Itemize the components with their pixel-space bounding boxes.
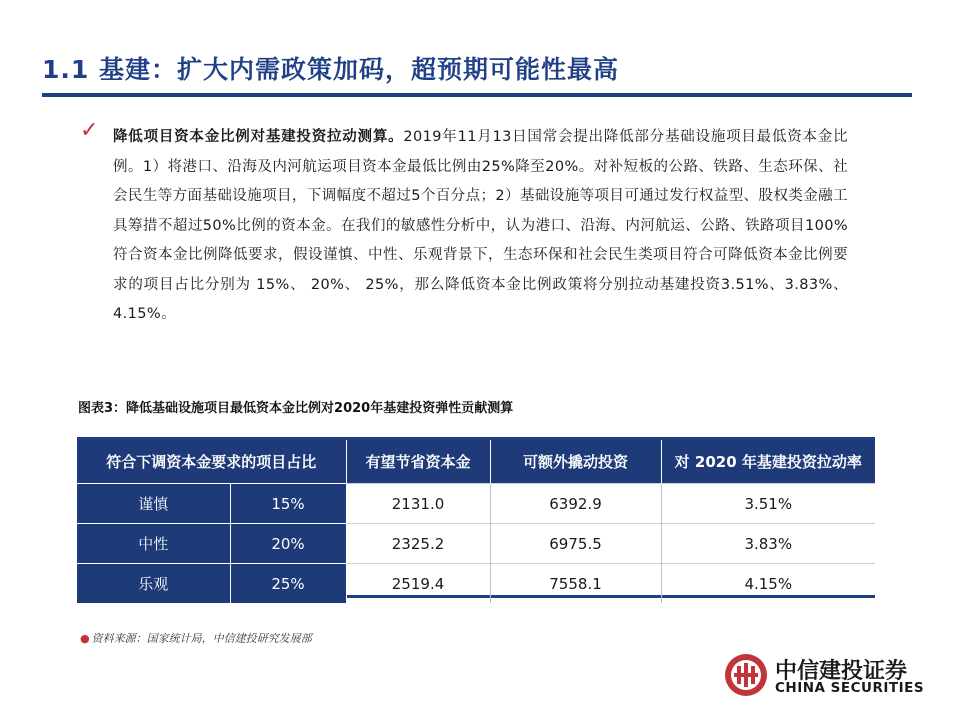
company-logo <box>723 652 925 702</box>
table-header-row <box>77 440 875 484</box>
row-scenario: 中性 <box>77 524 230 564</box>
row-extra: 6975.5 <box>490 524 661 564</box>
row-share: 15% <box>230 484 346 524</box>
table-row <box>77 524 875 564</box>
body-paragraph <box>113 123 848 330</box>
table-row <box>77 564 875 604</box>
row-saved: 2519.4 <box>346 564 490 604</box>
bullet-icon: ● <box>80 632 90 645</box>
source-note <box>80 630 312 646</box>
logo-english-name: CHINA SECURITIES <box>775 680 925 696</box>
header-extra-investment: 可额外撬动投资 <box>490 440 661 484</box>
paragraph-lead: 降低项目资本金比例对基建投资拉动测算。 <box>113 129 404 145</box>
page-title: 1.1 基建：扩大内需政策加码，超预期可能性最高 <box>42 55 619 84</box>
row-extra: 6392.9 <box>490 484 661 524</box>
check-icon: ✓ <box>80 118 99 143</box>
row-rate: 4.15% <box>661 564 875 604</box>
row-share: 20% <box>230 524 346 564</box>
row-extra: 7558.1 <box>490 564 661 604</box>
header-share: 符合下调资本金要求的项目占比 <box>77 440 346 484</box>
data-table-container <box>77 437 875 598</box>
row-rate: 3.83% <box>661 524 875 564</box>
row-scenario: 谨慎 <box>77 484 230 524</box>
row-scenario: 乐观 <box>77 564 230 604</box>
figure-caption: 图表3：降低基础设施项目最低资本金比例对2020年基建投资弹性贡献测算 <box>78 401 514 416</box>
header-pull-rate: 对 2020 年基建投资拉动率 <box>661 440 875 484</box>
data-table <box>77 440 875 603</box>
source-text: 资料来源：国家统计局，中信建投研究发展部 <box>91 632 312 645</box>
row-saved: 2325.2 <box>346 524 490 564</box>
logo-chinese-name: 中信建投证券 <box>775 659 908 684</box>
header-saved-capital: 有望节省资本金 <box>346 440 490 484</box>
table-row <box>77 484 875 524</box>
paragraph-text: 2019年11月13日国常会提出降低部分基础设施项目最低资本金比例。1）将港口、沿海及内河航运项目资本金最低比例由25%降至20%。对补短板的公路、铁路、生态环保、社会民生等方面基础设施项目，下调幅度不超过5个百分点；2）基础设施等项目可通过发行权益型、股权类金融工具筹措不超过50%比例的资本金。在我们的敏感性分析中，认为港口、沿海、内河航运、公路、铁路项目100%符合资本金比例降低要求，假设谨慎、中性、乐观背景下，生态环保和社会民生类项目符合可降低资本金比例要求的项目占比分别为 15%、 20%、 25%，那么降低资本金比例政策将分别拉动基建投资3.51%、3.83%、4.15%。 <box>113 129 848 322</box>
row-rate: 3.51% <box>661 484 875 524</box>
row-saved: 2131.0 <box>346 484 490 524</box>
citic-logo-icon <box>723 652 769 698</box>
title-divider <box>42 93 912 97</box>
row-share: 25% <box>230 564 346 604</box>
